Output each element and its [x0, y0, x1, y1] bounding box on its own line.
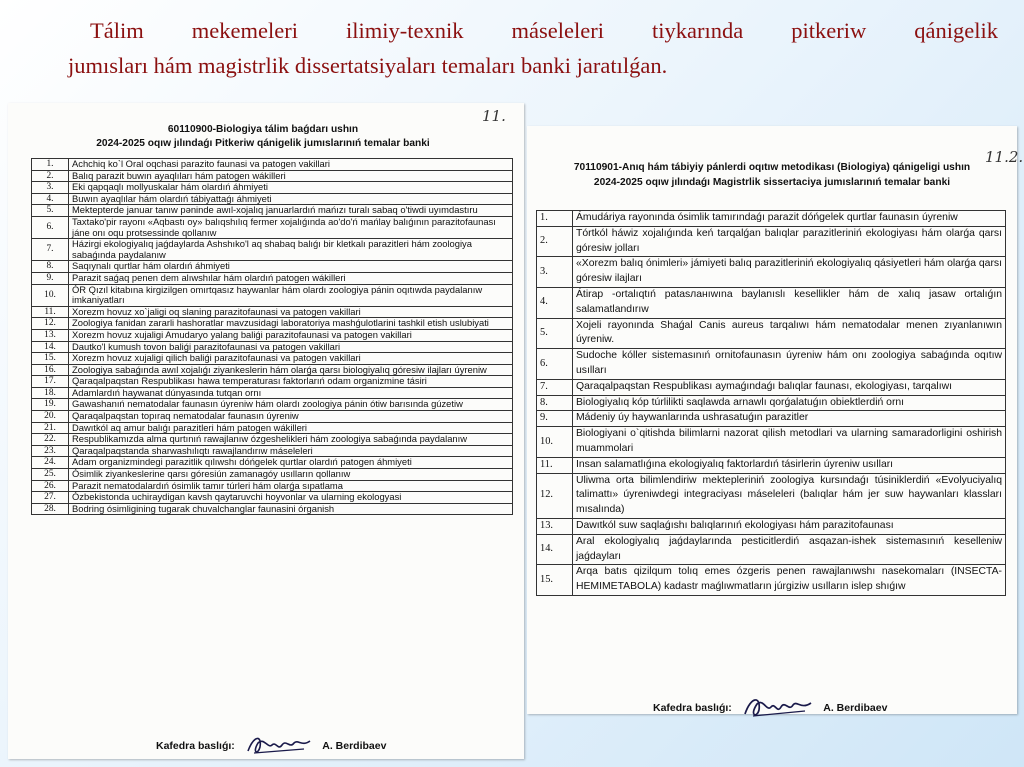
table-row: [32, 170, 513, 182]
handwritten-signature-icon: [244, 733, 314, 759]
table-row: [32, 272, 513, 284]
topic-text: Gawashanıń nematodalar faunasın úyreniw hám olardı zoologiya pánin ótiw barısında gúzetiw: [69, 399, 513, 411]
table-row: [32, 399, 513, 411]
row-number: 15.: [32, 353, 69, 365]
table-row: [32, 329, 513, 341]
document-heading: [539, 160, 1005, 190]
table-row: [32, 261, 513, 273]
table-row: [537, 534, 1006, 565]
topic-text: Sudoche kóller sistemasınıń ornitofaunasın úyreniw hám onı zoologiya sabaǵında oqıtıw usılları: [573, 349, 1006, 380]
topic-text: Tórtkól háwiz xojalıǵında keń tarqalǵan balıqlar parazitleriniń ekologiyası hám olarǵa qarsı góresiw jolları: [573, 226, 1006, 257]
topic-text: Buwın ayaqlılar hám olardıń tábiyattaǵı áhmiyeti: [69, 193, 513, 205]
row-number: 8.: [32, 261, 69, 273]
table-row: [537, 211, 1006, 227]
table-row: [537, 318, 1006, 349]
row-number: 9.: [32, 272, 69, 284]
table-row: [32, 445, 513, 457]
row-number: 1.: [32, 159, 69, 171]
document-heading: [38, 123, 488, 151]
topic-text: Insan salamatlıǵına ekologiyalıq faktorlardıń tásirlerin úyreniw usılları: [573, 457, 1006, 473]
row-number: 11.: [32, 306, 69, 318]
row-number: 23.: [32, 445, 69, 457]
table-row: [32, 364, 513, 376]
row-number: 22.: [32, 434, 69, 446]
topic-text: Mektepterde januar tanıw pəninde awıl-xojalıq januarlardıń mańızı turalı sabaq o'tiwdi uyımdastıru: [69, 205, 513, 217]
table-row: [537, 349, 1006, 380]
row-number: 2.: [537, 226, 573, 257]
bachelor-topics-document: [8, 103, 524, 759]
topics-table: [536, 210, 1006, 596]
topic-text: Biologiyani o`qitishda bilimlarni nazorat qilish metodlari va ularning samaradorligini oshirish muammolari: [573, 427, 1006, 458]
signature-block: [156, 733, 386, 759]
topic-text: Bodring ósimligining tugarak chuvalchanglar faunasini órganish: [69, 503, 513, 515]
row-number: 17.: [32, 376, 69, 388]
handwritten-signature-icon: [741, 694, 815, 722]
page-number: 11.2.: [985, 148, 1024, 166]
row-number: 21.: [32, 422, 69, 434]
signature-label: Kafedra baslıǵı:: [653, 701, 732, 714]
table-row: [32, 353, 513, 365]
topic-text: Dautko'l kumush tovon baliǵi parazitofaunasi va patogen vakillari: [69, 341, 513, 353]
topic-text: Balıq parazit buwın ayaqlıları hám patogen wákilleri: [69, 170, 513, 182]
heading-line-2: 2024-2025 oqıw jılındaǵı Magistrlik sissertaciya jumıslarınıń temalar banki: [593, 177, 951, 188]
row-number: 7.: [32, 239, 69, 261]
row-number: 14.: [537, 534, 573, 565]
row-number: 7.: [537, 379, 573, 395]
table-row: [32, 318, 513, 330]
row-number: 13.: [32, 329, 69, 341]
row-number: 20.: [32, 411, 69, 423]
master-topics-document: [527, 126, 1024, 714]
table-row: [537, 427, 1006, 458]
topic-text: Ósimlik ziyankeslerine qarsı góresiún zamanagóy usılların qollanıw: [69, 469, 513, 481]
row-number: 6.: [32, 216, 69, 238]
topic-text: Saqıynalı qurtlar hám olardıń áhmiyeti: [69, 261, 513, 273]
topic-text: Parazit saǵaq penen dem alıwshılar hám olardıń patogen wákilleri: [69, 272, 513, 284]
row-number: 15.: [537, 565, 573, 596]
table-row: [32, 306, 513, 318]
row-number: 1.: [537, 211, 573, 227]
topic-text: Taxtako'pir rayonı «Aqbastı oy» balıqshılıq fermer xojalıǵında ao'do'ń mańlay balıǵının parazitofaunası jáne onı oqu protsessinde qollanıw: [69, 216, 513, 238]
topic-text: Qaraqalpaqstan Respublikası aymaǵındaǵı balıqlar faunası, ekologiyası, tarqalıwı: [573, 379, 1006, 395]
topic-text: Adam organizmindegi parazitlik qılıwshı dóńgelek qurtlar olardıń patogen áhmiyeti: [69, 457, 513, 469]
topic-text: Achchiq ko`l Oral oqchasi parazito faunasi va patogen vakillari: [69, 159, 513, 171]
topic-text: Biologiyalıq kóp túrlilikti saqlawda arnawlı qorǵalatuǵın obiektlerdiń ornı: [573, 395, 1006, 411]
table-row: [32, 411, 513, 423]
table-row: [32, 480, 513, 492]
topic-text: Xojeli rayonında Shaǵal Canis aureus tarqalıwı hám nematodalar menen zıyanlanıwın úyreniw.: [573, 318, 1006, 349]
topic-text: Mádeniy úy haywanlarında ushrasatuǵın parazitler: [573, 411, 1006, 427]
table-row: [32, 205, 513, 217]
row-number: 3.: [32, 182, 69, 194]
table-row: [32, 492, 513, 504]
row-number: 12.: [32, 318, 69, 330]
heading-line-2: 2024-2025 oqıw jılındaǵı Pitkeriw qánigelik jumıslarınıń temalar banki: [96, 138, 430, 149]
table-row: [32, 284, 513, 306]
row-number: 10.: [32, 284, 69, 306]
row-number: 28.: [32, 503, 69, 515]
row-number: 16.: [32, 364, 69, 376]
slide-title-line-2: jumısları hám magistrlik dissertatsiyaları temaları banki jaratılǵan.: [68, 52, 668, 78]
row-number: 9.: [537, 411, 573, 427]
table-row: [32, 469, 513, 481]
topic-text: Qaraqalpaqstan topıraq nematodalar faunasın úyreniw: [69, 411, 513, 423]
table-row: [537, 287, 1006, 318]
row-number: 25.: [32, 469, 69, 481]
topic-text: Xorezm hovuz xujaligi Amudaryo yalang baliǵi parazitofaunasi va patogen vakillari: [69, 329, 513, 341]
row-number: 11.: [537, 457, 573, 473]
topic-text: Ámudáriya rayonında ósimlik tamırındaǵı parazit dóńgelek qurtlar faunasın úyreniw: [573, 211, 1006, 227]
table-row: [32, 376, 513, 388]
topic-text: Dawıtkól aq amur balıǵı parazitleri hám patogen wákilleri: [69, 422, 513, 434]
topic-text: ÓR Qızıl kitabına kirgizilgen omırtqasız haywanlar hám olardı zoologiya pánin oqıtıwda paydalanıw imkaniyatları: [69, 284, 513, 306]
signature-label: Kafedra baslıǵı:: [156, 739, 235, 752]
table-row: [537, 379, 1006, 395]
table-row: [32, 182, 513, 194]
topic-text: Xorezm hovuz xujaligi qilich baliǵi parazitofaunasi va patogen vakillari: [69, 353, 513, 365]
topic-text: Zoologiya fanidan zararli hashoratlar mavzusidagi laboratoriya mashǵulotlarini tashkil etish uslubiyati: [69, 318, 513, 330]
topic-text: Uliwma orta bilimlendiriw mektepleriniń zoologiya kursındaǵı túsiniklerdiń «Evolyuciyalıq talimattı» úyreniwdegi integraciyası máseleleri (balıqlar hám jer suw haywanları klassları mısalında): [573, 473, 1006, 518]
row-number: 3.: [537, 257, 573, 288]
topic-text: Xorezm hovuz xo`jaligi oq slaning parazitofaunasi va patogen vakillari: [69, 306, 513, 318]
table-row: [32, 193, 513, 205]
table-row: [537, 226, 1006, 257]
topic-text: Ózbekistonda uchiraydigan kavsh qaytaruvchi hoyvonlar va ularning ekologyasi: [69, 492, 513, 504]
row-number: 14.: [32, 341, 69, 353]
row-number: 19.: [32, 399, 69, 411]
table-row: [32, 387, 513, 399]
topic-text: Respublikamızda alma qurtınıń rawajlanıw ózgeshelikleri hám zoologiya sabaǵında paydalanıw: [69, 434, 513, 446]
topic-text: «Xorezm balıq ónimleri» jámiyeti balıq parazitleriniń ekologiyalıq qásiyetleri hám olarǵa qarsı góresiw ilajları: [573, 257, 1006, 288]
topic-text: Adamlardıń haywanat dúnyasında tutqan ornı: [69, 387, 513, 399]
table-row: [537, 473, 1006, 518]
topic-text: Dawıtkól suw saqlaǵıshı balıqlarınıń ekologiyası hám parazitofaunası: [573, 518, 1006, 534]
signature-name: A. Berdibaev: [322, 739, 387, 752]
slide-title: [68, 14, 998, 84]
row-number: 8.: [537, 395, 573, 411]
table-row: [537, 518, 1006, 534]
topic-text: Qaraqalpaqstan Respublikası hawa temperaturası faktorlarıń odam organizmine tásiri: [69, 376, 513, 388]
row-number: 26.: [32, 480, 69, 492]
table-row: [32, 216, 513, 238]
topics-table: [31, 158, 513, 515]
topic-text: Házirgi ekologiyalıq jaǵdaylarda Ashshıko'l aq shabaq balıǵı bir kletkalı parazitleri hám zoologiya sabaǵında paydalanıw: [69, 239, 513, 261]
row-number: 5.: [537, 318, 573, 349]
row-number: 4.: [32, 193, 69, 205]
topic-text: Qaraqalpaqstanda sharwashılıqtı rawajlandırıw máseleleri: [69, 445, 513, 457]
topic-text: Átirap -ortalıqtıń patasланıwına baylanıslı kesellikler hám de xalıq jasaw ortalıǵın salamatlandırıw: [573, 287, 1006, 318]
topic-text: Arqa batıs qizilqum tolıq emes ózgeris penen rawajlanıwshı nasekomaları (INSECTA-HEMIMETABOLA) kadastr maǵlıwmatların júrgiziw usılların islep shıǵıw: [573, 565, 1006, 596]
row-number: 13.: [537, 518, 573, 534]
row-number: 5.: [32, 205, 69, 217]
table-row: [537, 257, 1006, 288]
topic-text: Eki qapqaqlı mollyuskalar hám olardıń áhmiyeti: [69, 182, 513, 194]
page-number: 11.: [482, 107, 506, 125]
row-number: 27.: [32, 492, 69, 504]
table-row: [32, 422, 513, 434]
heading-line-1: 60110900-Biologiya tálim baǵdarı ushın: [167, 124, 359, 135]
table-row: [32, 341, 513, 353]
table-row: [537, 411, 1006, 427]
row-number: 12.: [537, 473, 573, 518]
table-row: [537, 395, 1006, 411]
table-row: [32, 239, 513, 261]
topic-text: Aral ekologiyalıq jaǵdaylarında pesticitlerdiń asqazan-ishek sistemasınıń keselleniw jaǵdayları: [573, 534, 1006, 565]
table-row: [537, 457, 1006, 473]
heading-line-1: 70110901-Anıq hám tábiyiy pánlerdi oqıtıw metodikası (Biologiya) qánigeligi ushın: [573, 162, 971, 173]
table-row: [32, 434, 513, 446]
row-number: 18.: [32, 387, 69, 399]
topic-text: Zoologiya sabaǵında awıl xojalıǵı ziyankeslerin hám olarǵa qarsı biologiyalıq góresiw ilajları úyreniw: [69, 364, 513, 376]
table-row: [537, 565, 1006, 596]
row-number: 2.: [32, 170, 69, 182]
row-number: 6.: [537, 349, 573, 380]
row-number: 4.: [537, 287, 573, 318]
slide-title-line-1: Tálim mekemeleri ilimiy-texnik máseleleri tiykarında pitkeriw qánigelik: [90, 18, 998, 43]
table-row: [32, 503, 513, 515]
row-number: 10.: [537, 427, 573, 458]
table-row: [32, 457, 513, 469]
topic-text: Parazit nematodalardıń ósimlik tamır túrleri hám olarǵa sıpatlama: [69, 480, 513, 492]
table-row: [32, 159, 513, 171]
row-number: 24.: [32, 457, 69, 469]
signature-block: [653, 694, 887, 722]
signature-name: A. Berdibaev: [823, 701, 888, 714]
